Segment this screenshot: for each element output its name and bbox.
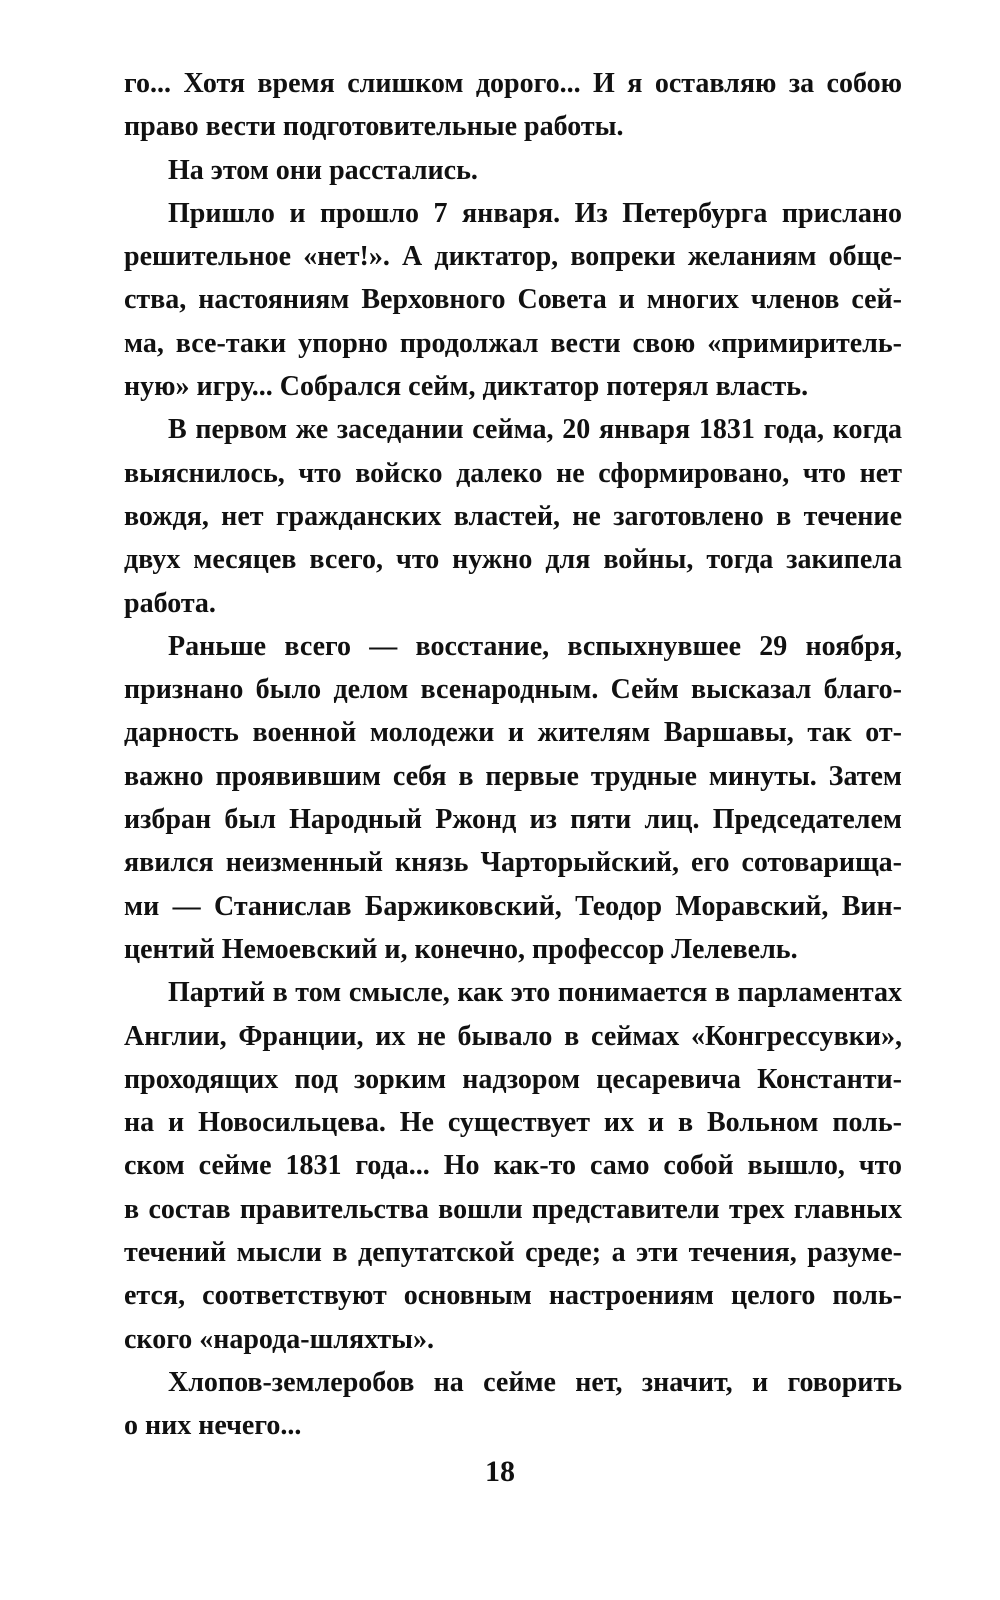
text-line: ную» игру... Собрался сейм, диктатор потерял власть. (124, 371, 809, 403)
text-line: вождя, нет гражданских властей, не заготовлено в течение (124, 500, 902, 532)
text-line: на и Новосильцева. Не существует их и в Вольном поль- (124, 1107, 902, 1139)
text-line: ма, все-таки упорно продолжал вести свою «примиритель- (124, 327, 902, 359)
text-line: признано было делом всенародным. Сейм высказал благо- (124, 674, 902, 706)
text-line: проходящих под зорким надзором цесаревича Константи- (124, 1063, 902, 1095)
text-line: ского «народа-шляхты». (124, 1323, 435, 1355)
text-line: о них нечего... (124, 1410, 302, 1442)
text-line: На этом они расстались. (168, 154, 478, 186)
text-line: право вести подготовительные работы. (124, 111, 624, 143)
page-number: 18 (485, 1455, 515, 1488)
text-line: течений мысли в депутатской среде; а эти течения, разуме- (124, 1237, 902, 1269)
text-line: явился неизменный князь Чарторыйский, его сотоварища- (124, 847, 902, 879)
text-line: ства, настояниям Верховного Совета и многих членов сей- (124, 284, 902, 316)
text-line: ском сейме 1831 года... Но как-то само собой вышло, что (124, 1150, 902, 1182)
text-line: Партий в том смысле, как это понимается в парламентах (168, 977, 902, 1009)
text-line: В первом же заседании сейма, 20 января 1831 года, когда (168, 414, 902, 446)
text-line: Хлопов-землеробов на сейме нет, значит, и говорить (168, 1366, 902, 1398)
text-line: центий Немоевский и, конечно, профессор Лелевель. (124, 933, 798, 965)
text-line: решительное «нет!». А диктатор, вопреки желаниям обще- (124, 241, 902, 273)
text-line: избран был Народный Ржонд из пяти лиц. Председателем (124, 804, 902, 836)
text-line: выяснилось, что войско далеко не сформировано, что нет (124, 457, 902, 489)
text-line: ется, соответствуют основным настроениям целого поль- (124, 1280, 902, 1312)
text-line: дарность военной молодежи и жителям Варшавы, так от- (124, 717, 902, 749)
text-line: важно проявившим себя в первые трудные минуты. Затем (124, 760, 902, 792)
text-line: Раньше всего — восстание, вспыхнувшее 29 ноября, (168, 630, 902, 662)
text-line: двух месяцев всего, что нужно для войны, тогда закипела (124, 544, 902, 576)
text-line: Пришло и прошло 7 января. Из Петербурга прислано (168, 197, 902, 229)
text-line: ми — Станислав Баржиковский, Теодор Моравский, Вин- (124, 890, 902, 922)
text-line: Англии, Франции, их не бывало в сеймах «Конгрессувки», (124, 1020, 902, 1052)
text-line: в состав правительства вошли представители трех главных (124, 1193, 902, 1225)
text-line: го... Хотя время слишком дорого... И я оставляю за собою (124, 68, 902, 99)
body-text (124, 62, 902, 1448)
text-line: работа. (124, 587, 216, 619)
